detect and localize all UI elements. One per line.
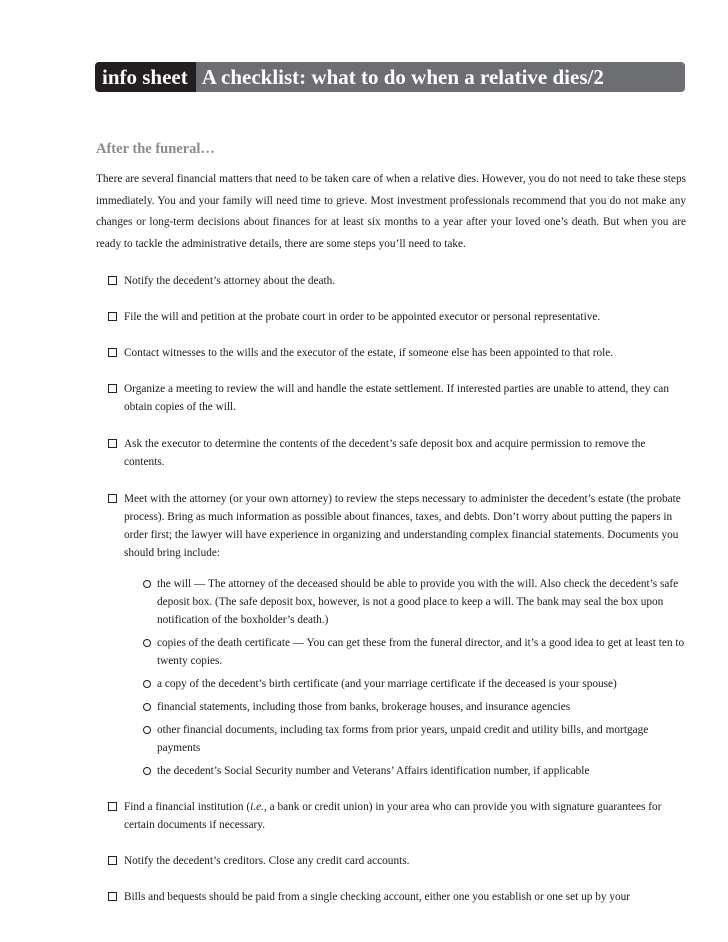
sublist-item-text: the decedent’s Social Security number and Veterans’ Affairs identification number, if applicable [157,765,590,778]
section-heading: After the funeral… [96,141,215,157]
checklist-item-text: Ask the executor to determine the contents of the decedent’s safe deposit box and acquire permission to remove the contents. [124,438,646,469]
checkbox[interactable] [108,348,117,357]
checklist-item-text: Organize a meeting to review the will and handle the estate settlement. If interested parties are unable to attend, they can obtain copies of the will. [124,383,669,414]
bullet-circle-icon [143,767,151,775]
checklist [96,272,686,906]
checklist-item-text: Bills and bequests should be paid from a single checking account, either one you establish or one set up by your [124,891,631,904]
checklist-item [96,380,686,416]
text-before: Find a financial institution ( [124,801,251,814]
italic-abbrev: i.e. [250,801,264,814]
sublist-item-text: a copy of the decedent’s birth certificate (and your marriage certificate if the deceased is your spouse) [157,678,617,691]
checklist-item-text: Contact witnesses to the wills and the executor of the estate, if someone else has been appointed to that role. [124,347,614,360]
sublist-item-text: the will — The attorney of the deceased should be able to provide you with the will. Also check the decedent’s safe deposit box. (The safe deposit box, however, is not a good place to keep a will. The bank may seal the box upon notification of the boxholder’s death.) [157,578,679,627]
checklist-item-text [124,801,661,831]
checklist-item [96,798,686,834]
checklist-item-text: Notify the decedent’s creditors. Close any credit card accounts. [124,855,410,868]
page-title: A checklist: what to do when a relative dies/2 [196,62,685,92]
checkbox[interactable] [108,439,117,448]
main-content [96,141,686,906]
checklist-item [96,308,686,326]
checkbox[interactable] [108,856,117,865]
checkbox[interactable] [108,312,117,321]
info-sheet-tag: info sheet [95,62,196,92]
text-after: , a bank or credit union) in your area who can provide you with signature guarantees for certain documents if necessary. [124,801,662,832]
bullet-circle-icon [143,580,151,588]
sublist-item-text: copies of the death certificate — You can get these from the funeral director, and it’s a good idea to get at least ten to twenty copies. [157,637,685,668]
checkbox[interactable] [108,384,117,393]
header-banner [95,62,685,92]
sublist-item [124,721,686,757]
checklist-item-text: Notify the decedent’s attorney about the death. [124,275,336,288]
checklist-item-text: File the will and petition at the probate court in order to be appointed executor or personal representative. [124,311,601,324]
checklist-item [96,852,686,870]
sublist-item [124,634,686,670]
sublist-item [124,762,686,780]
checklist-item [96,344,686,362]
intro-paragraph: There are several financial matters that need to be taken care of when a relative dies. However, you do not need to take these steps immediately. You and your family will need time to grieve. Most investment professionals recommend that you do not make any changes or long-term decisions about finances for at least six months to a year after your loved one’s death. But when you are ready to tackle the administrative details, there are some steps you’ll need to take. [96,173,686,250]
checkbox[interactable] [108,802,117,811]
checkbox[interactable] [108,892,117,901]
sublist-item-text: financial statements, including those from banks, brokerage houses, and insurance agencies [157,701,571,714]
documents-sublist [124,575,686,780]
sublist-item [124,675,686,693]
bullet-circle-icon [143,639,151,647]
checklist-item [96,435,686,471]
bullet-circle-icon [143,680,151,688]
sublist-item-text: other financial documents, including tax forms from prior years, unpaid credit and utility bills, and mortgage payments [157,724,649,755]
sublist-item [124,575,686,629]
sublist-item [124,698,686,716]
bullet-circle-icon [143,726,151,734]
checkbox[interactable] [108,276,117,285]
bullet-circle-icon [143,703,151,711]
checklist-item [96,490,686,780]
checklist-item-text: Meet with the attorney (or your own attorney) to review the steps necessary to administer the decedent’s estate (the probate process). Bring as much information as possible about finances, taxes, and debts. Don’t worry about putting the papers in order first; the lawyer will have experience in organizing and understanding complex financial statements. Documents you should bring include: [124,493,681,560]
checkbox[interactable] [108,494,117,503]
checklist-item [96,272,686,290]
checklist-item [96,888,686,906]
